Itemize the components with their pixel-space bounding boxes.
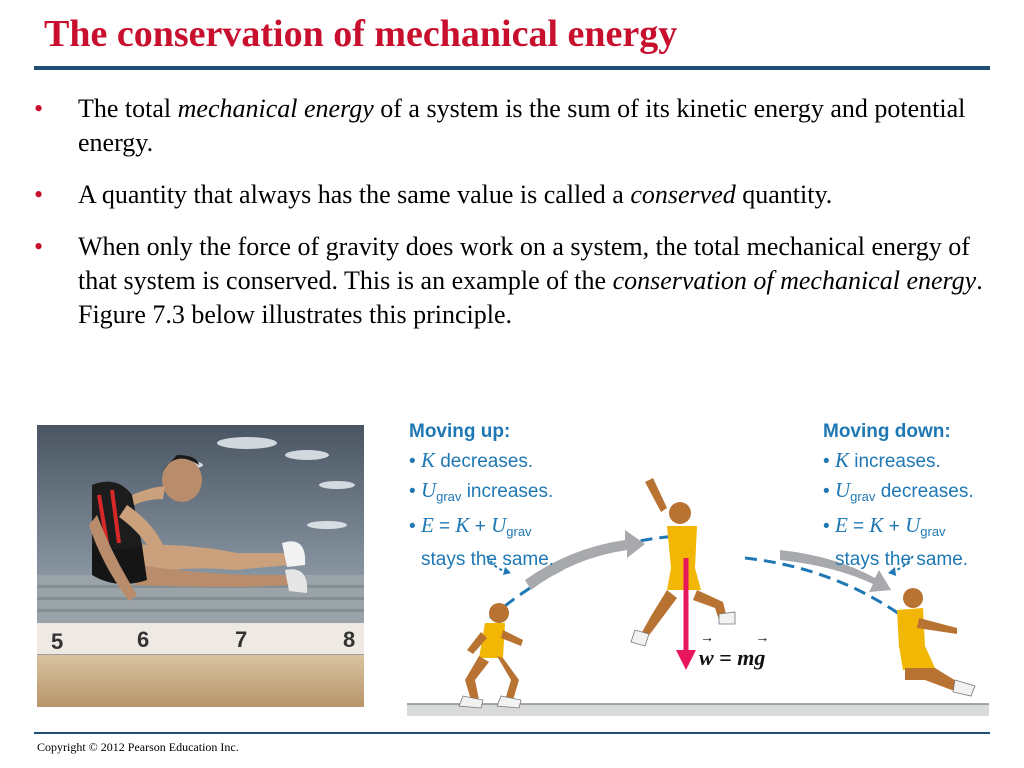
energy-figure bbox=[405, 418, 995, 723]
moving-up-panel bbox=[409, 418, 554, 574]
moving-down-line-4: stays the same. bbox=[835, 549, 969, 570]
long-jumper-photo bbox=[37, 425, 364, 707]
slide-title: The conservation of mechanical energy bbox=[44, 13, 678, 55]
copyright: Copyright © 2012 Pearson Education Inc. bbox=[37, 740, 239, 754]
bullet-dot-icon: • bbox=[34, 94, 44, 123]
bullet-item bbox=[34, 178, 994, 212]
title-divider bbox=[34, 66, 990, 70]
bullet-text: The total bbox=[78, 94, 178, 123]
bullet-text: quantity. bbox=[735, 180, 833, 209]
moving-down-line-3: • $E = K + U_{grav}$ bbox=[823, 513, 946, 539]
moving-down-line-1: • K increases. bbox=[823, 448, 941, 472]
moving-up-line-1: • K decreases. bbox=[409, 448, 534, 472]
bullet-item bbox=[34, 230, 994, 332]
bullet-item bbox=[34, 92, 994, 160]
moving-up-line-2: • $U_{grav}$ increases. bbox=[409, 478, 554, 504]
moving-down-panel bbox=[823, 418, 974, 574]
marker-8: 8 bbox=[343, 627, 356, 652]
marker-5: 5 bbox=[51, 629, 64, 654]
bullet-text: A quantity that always has the same value is called a bbox=[78, 180, 631, 209]
bullet-emphasis: conservation of mechanical energy bbox=[612, 266, 977, 295]
weight-equation: → w = m → g bbox=[699, 631, 770, 670]
moving-down-heading: Moving down: bbox=[823, 421, 951, 442]
bullet-text: . Figure 7.3 below illustrates this principle. bbox=[78, 266, 983, 329]
moving-up-heading: Moving up: bbox=[409, 421, 511, 442]
moving-down-line-2: • $U_{grav}$ decreases. bbox=[823, 478, 974, 504]
marker-7: 7 bbox=[235, 627, 248, 652]
bullet-dot-icon: • bbox=[34, 232, 44, 261]
bullet-emphasis: conserved bbox=[630, 180, 736, 209]
bullet-list bbox=[34, 92, 994, 350]
bullet-text: When only the force of gravity does work on a system, the total mechanical energy of that system is conserved. This is an example of the bbox=[78, 232, 970, 295]
bullet-emphasis: mechanical energy bbox=[177, 94, 374, 123]
moving-up-line-4: stays the same. bbox=[421, 549, 555, 570]
bullet-dot-icon: • bbox=[34, 180, 44, 209]
marker-6: 6 bbox=[137, 627, 150, 652]
bullet-text: of a system is the sum of its kinetic energy and potential energy. bbox=[78, 94, 966, 157]
footer-divider bbox=[34, 732, 990, 734]
moving-up-line-3: • $E = K + U_{grav}$ bbox=[409, 513, 532, 539]
